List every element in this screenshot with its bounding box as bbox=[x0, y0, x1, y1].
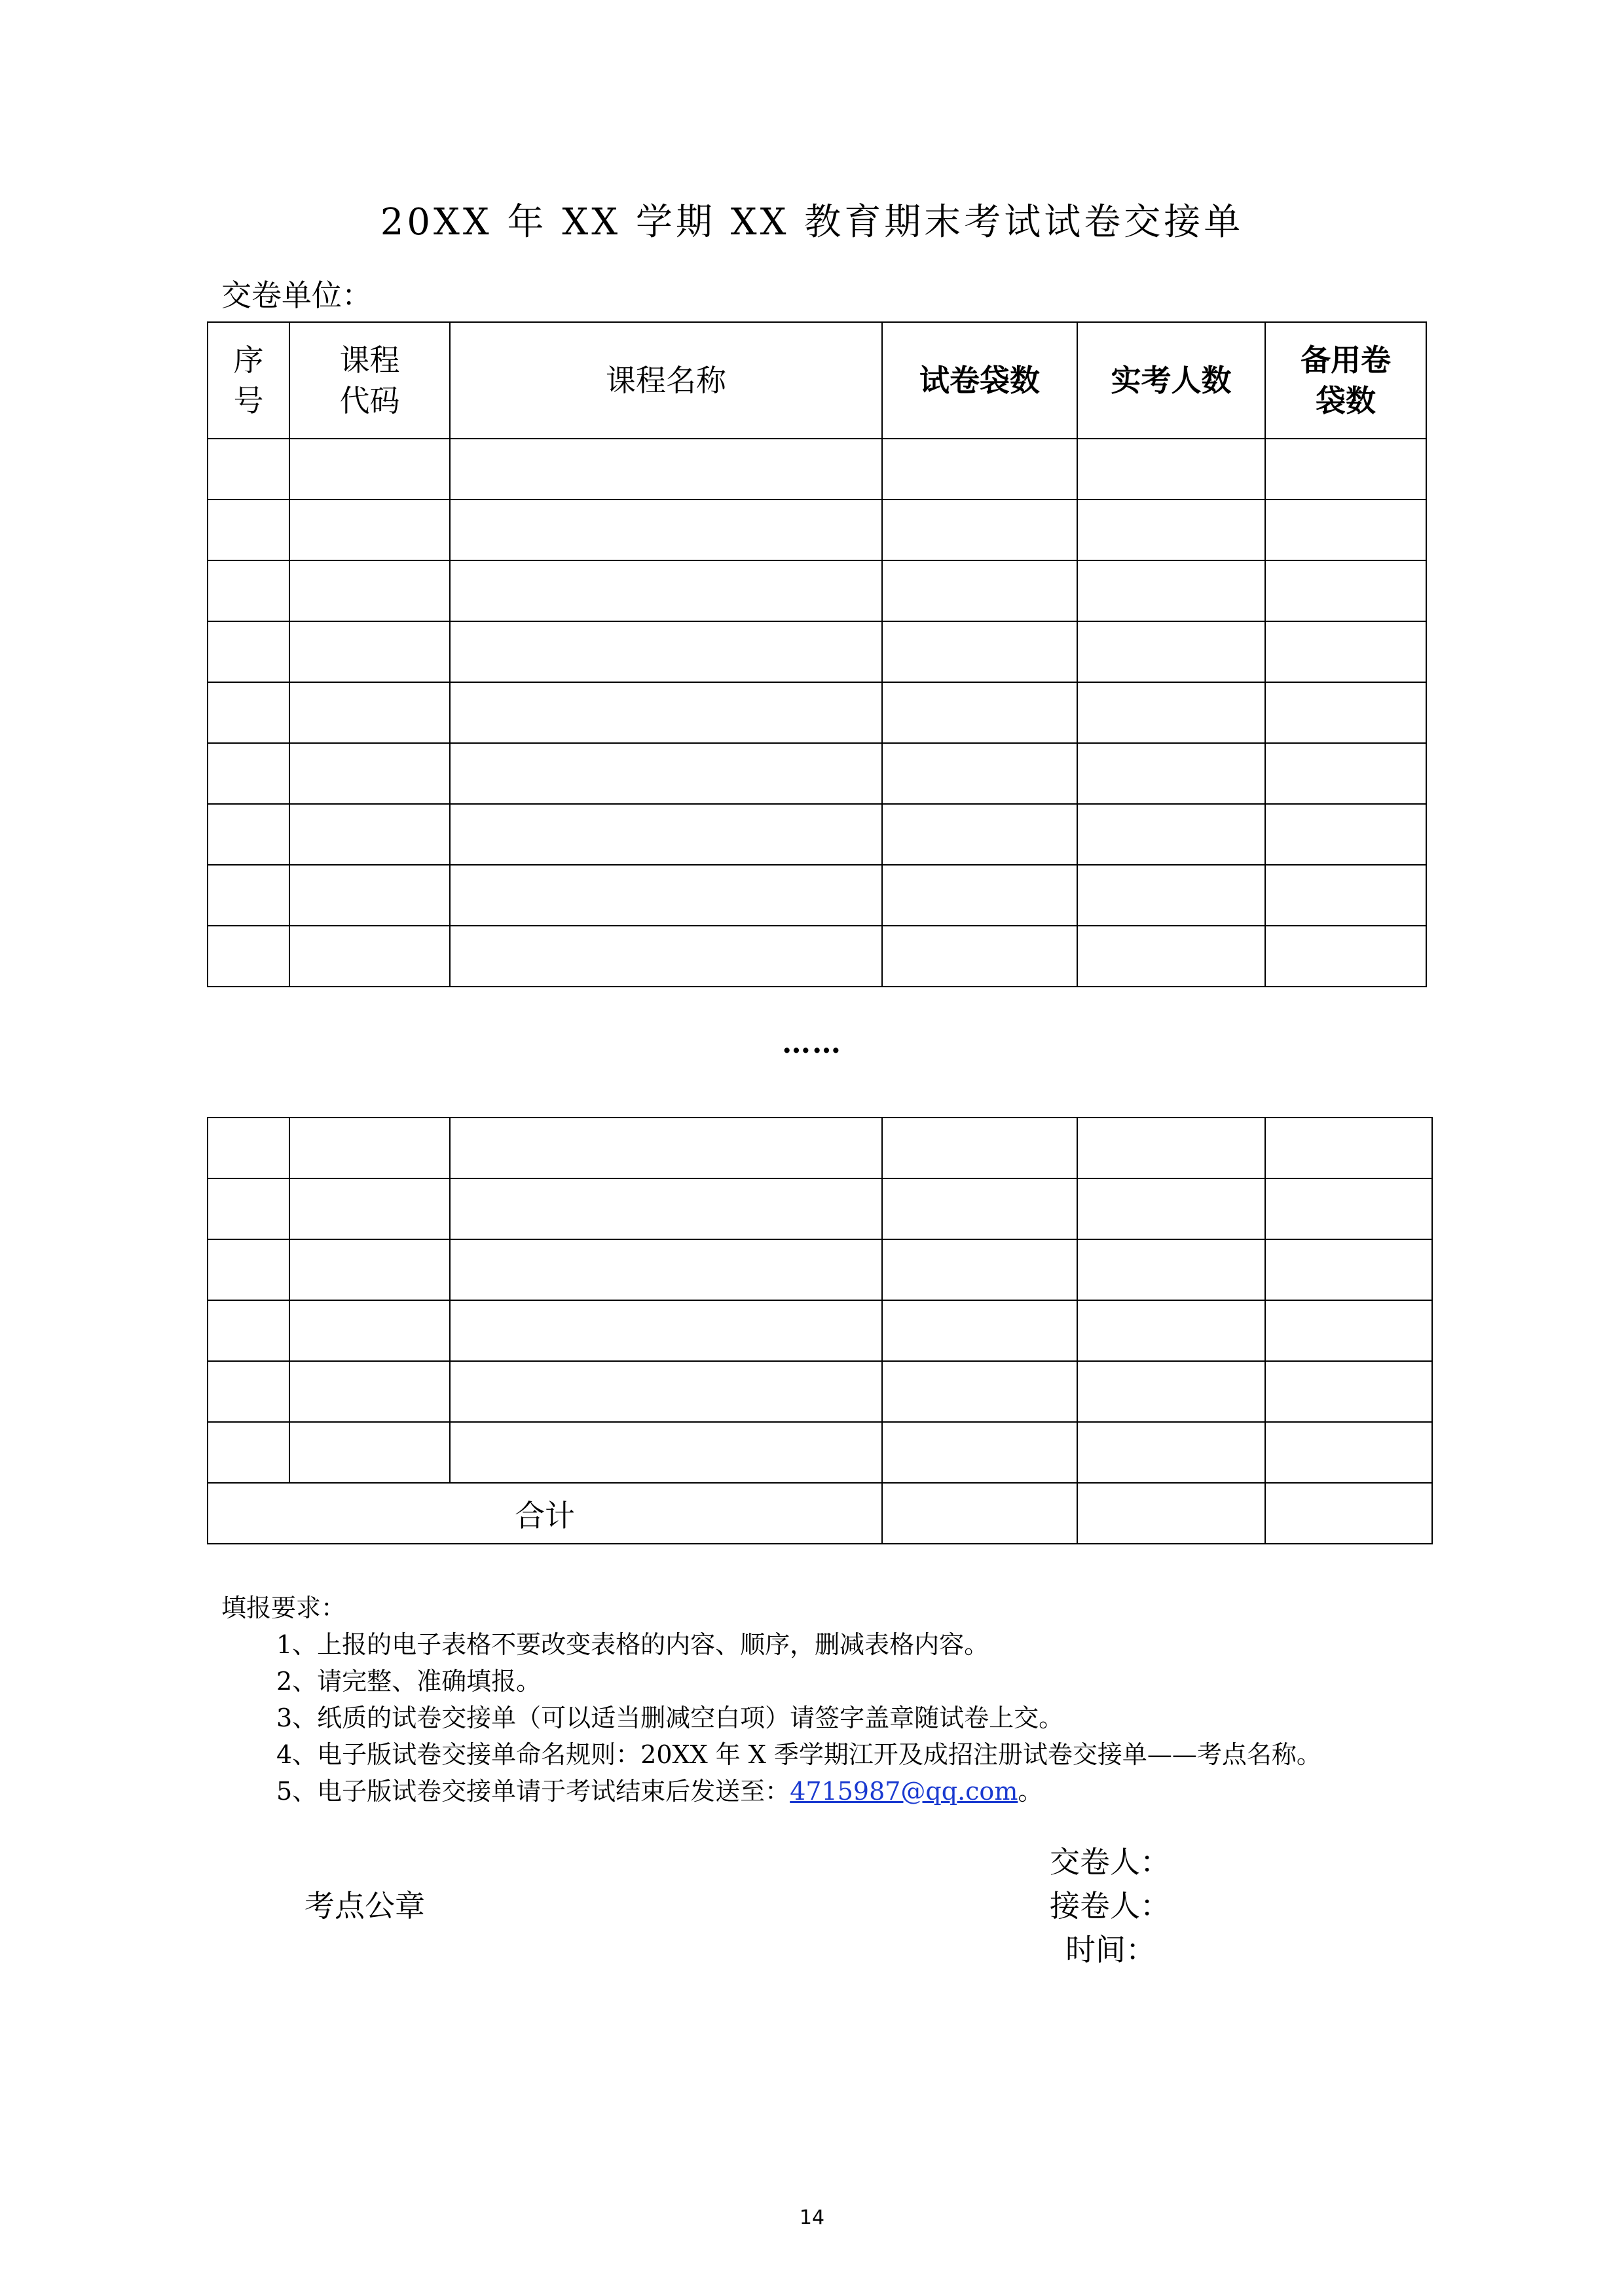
total-row bbox=[208, 1483, 1432, 1544]
page-number: 14 bbox=[799, 2206, 825, 2229]
document-title: 20XX 年 XX 学期 XX 教育期末考试试卷交接单 bbox=[380, 201, 1244, 244]
header-examinees: 实考人数 bbox=[1077, 322, 1265, 439]
table-row bbox=[208, 1178, 1432, 1239]
table-header-row bbox=[208, 322, 1426, 439]
table-row bbox=[208, 621, 1426, 682]
table-row bbox=[208, 682, 1426, 743]
table-row bbox=[208, 1118, 1432, 1178]
requirements-heading: 填报要求： bbox=[221, 1594, 346, 1622]
table-row bbox=[208, 926, 1426, 987]
submitter-label: 交卷人： bbox=[1050, 1844, 1170, 1880]
table-row bbox=[208, 865, 1426, 926]
requirement-item: 1、上报的电子表格不要改变表格的内容、顺序，删减表格内容。 bbox=[276, 1630, 989, 1659]
email-link[interactable]: 4715987@qq.com bbox=[790, 1777, 1018, 1806]
header-paper-bags: 试卷袋数 bbox=[882, 322, 1077, 439]
continuation-ellipsis: …… bbox=[782, 1027, 842, 1060]
header-spare-bags: 备用卷 袋数 bbox=[1265, 322, 1426, 439]
submitting-unit-label: 交卷单位： bbox=[221, 278, 372, 313]
header-course-name: 课程名称 bbox=[450, 322, 882, 439]
handover-table-top bbox=[207, 321, 1427, 987]
requirement-item: 3、纸质的试卷交接单（可以适当删减空白项）请签字盖章随试卷上交。 bbox=[276, 1704, 1064, 1732]
exam-site-stamp-label: 考点公章 bbox=[304, 1888, 425, 1923]
table-row bbox=[208, 743, 1426, 804]
table-row bbox=[208, 1361, 1432, 1422]
header-course-code: 课程 代码 bbox=[289, 322, 450, 439]
requirement-item: 4、电子版试卷交接单命名规则：20XX 年 X 季学期江开及成招注册试卷交接单——考点名称。 bbox=[276, 1740, 1321, 1769]
requirement-item: 2、请完整、准确填报。 bbox=[276, 1667, 542, 1696]
table-row bbox=[208, 560, 1426, 621]
table-row bbox=[208, 1300, 1432, 1361]
header-seq: 序 号 bbox=[208, 322, 289, 439]
table-row bbox=[208, 804, 1426, 865]
table-row bbox=[208, 1422, 1432, 1483]
table-row bbox=[208, 439, 1426, 500]
table-row bbox=[208, 500, 1426, 560]
receiver-label: 接卷人： bbox=[1050, 1888, 1170, 1923]
total-label: 合计 bbox=[208, 1483, 882, 1544]
time-label: 时间： bbox=[1065, 1932, 1156, 1967]
requirement-item: 5、电子版试卷交接单请于考试结束后发送至：4715987@qq.com。 bbox=[276, 1777, 1043, 1806]
handover-table-bottom bbox=[207, 1117, 1433, 1544]
filling-requirements bbox=[221, 1590, 1321, 1810]
table-row bbox=[208, 1239, 1432, 1300]
